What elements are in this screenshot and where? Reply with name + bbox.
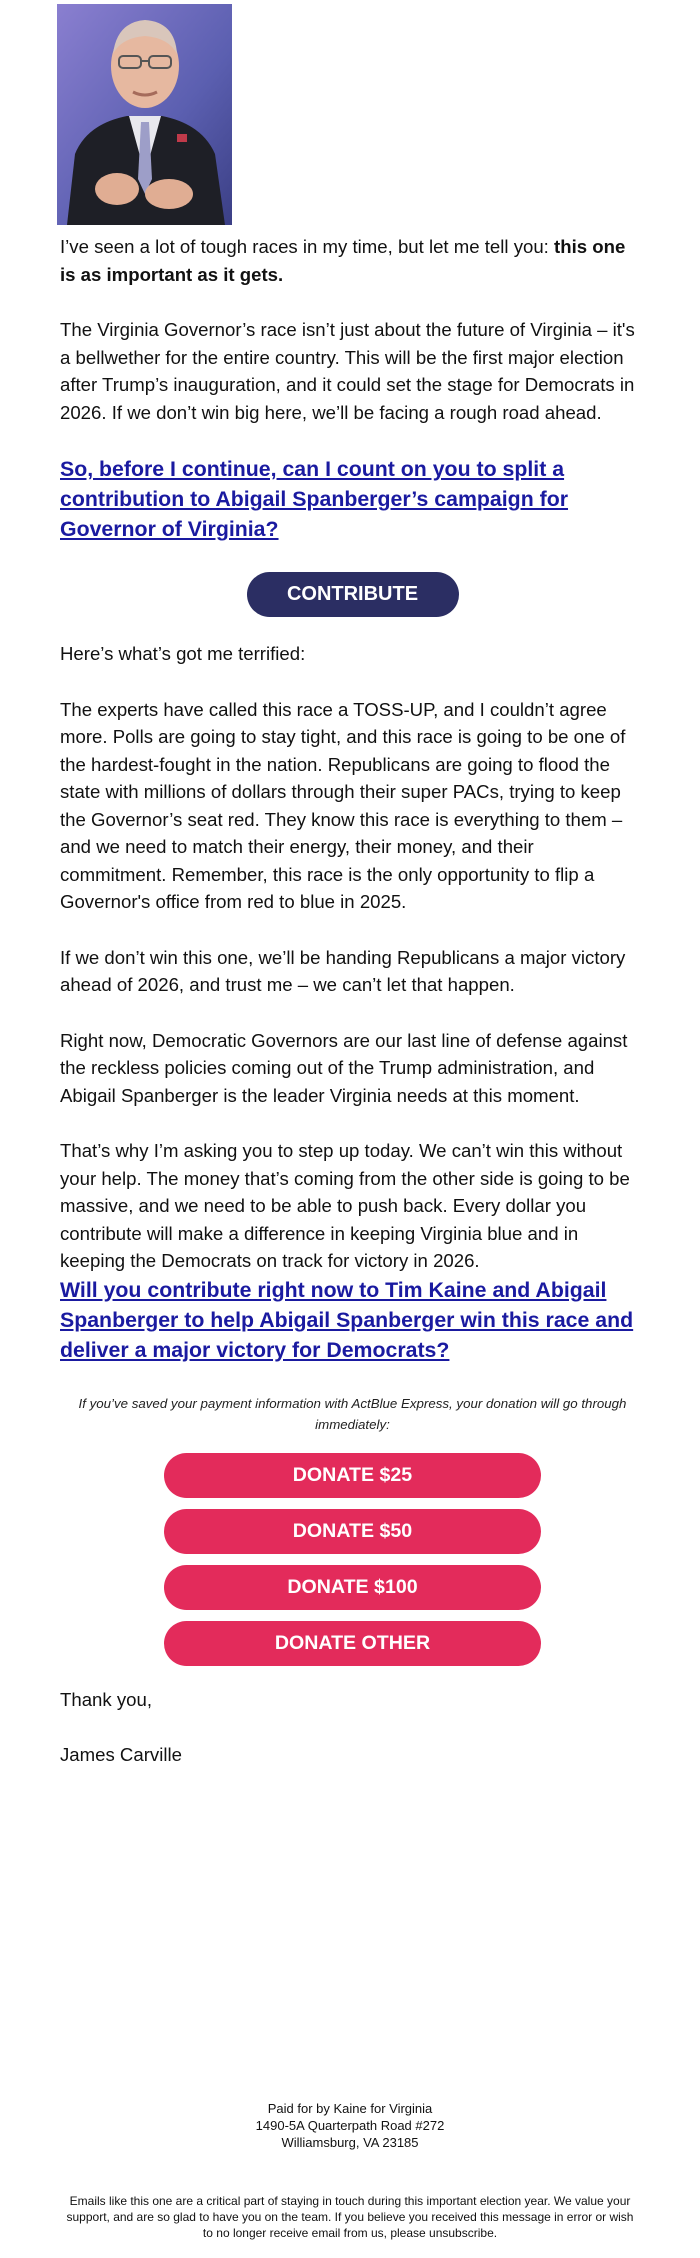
paid-for-by — [0, 2100, 700, 2151]
contribute-button[interactable]: CONTRIBUTE — [247, 572, 459, 617]
ask-paragraph-2 — [60, 1275, 645, 1365]
paragraph-6: That’s why I’m asking you to step up today. We can’t win this without your help. The money that’s coming from the other side is going to be massive, and we need to be able to push back. Every dollar you contribute will make a difference in keeping Virginia blue and in keeping the Democrats on track for victory in 2026. — [60, 1140, 630, 1271]
contribute-button-wrap — [60, 572, 645, 617]
signoff — [60, 1686, 645, 1769]
ask-link-1[interactable]: So, before I continue, can I count on you to split a contribution to Abigail Spanberger’s campaign for Governor of Virginia? — [60, 457, 569, 541]
ask-link-2[interactable]: Will you contribute right now to Tim Kaine and Abigail Spanberger to help Abigail Spanberger win this race and deliver a major victory for Democrats? — [60, 1277, 634, 1362]
paragraph-2: Here’s what’s got me terrified: — [60, 643, 306, 664]
paid-by-line: Paid for by Kaine for Virginia — [267, 2101, 433, 2116]
address-line-1: 1490-5A Quarterpath Road #272 — [255, 2118, 445, 2133]
ask-paragraph-1 — [60, 454, 645, 544]
signoff-name: James Carville — [60, 1744, 182, 1765]
portrait-photo-icon — [57, 4, 232, 225]
donate-50-button[interactable]: DONATE $50 — [164, 1509, 541, 1554]
paragraph-5: Right now, Democratic Governors are our last line of defense against the reckless policies coming out of the Trump administration, and Abigail Spanberger is the leader Virginia needs at this moment. — [60, 1029, 628, 1106]
paragraph-1: The Virginia Governor’s race isn’t just about the future of Virginia – it's a bellwether for the entire country. This will be the first major election after Trump’s inauguration, and it could set the stage for Democrats in 2026. If we don’t win big here, we’ll be facing a rough road ahead. — [60, 319, 635, 423]
address-line-2: Williamsburg, VA 23185 — [281, 2135, 419, 2150]
donate-100-button[interactable]: DONATE $100 — [164, 1565, 541, 1610]
email-body — [60, 233, 645, 1797]
signoff-thanks: Thank you, — [60, 1688, 152, 1710]
donate-25-button[interactable]: DONATE $25 — [164, 1453, 541, 1498]
paragraph-4: If we don’t win this one, we’ll be handing Republicans a major victory ahead of 2026, and trust me – we can’t let that happen. — [60, 946, 626, 995]
actblue-express-note: If you’ve saved your payment information with ActBlue Express, your donation will go through immediately: — [78, 1395, 627, 1432]
portrait-photo — [57, 4, 232, 225]
paragraph-3: The experts have called this race a TOSS-UP, and I couldn’t agree more. Polls are going to stay tight, and this race is going to be one of the hardest-fought in the nation. Republicans are going to flood the state with millions of dollars through their super PACs, trying to keep the Governor’s seat red. They know this race is everything to them – and we need to match their energy, their money, and their commitment. Remember, this race is the only opportunity to flip a Governor's office from red to blue in 2025. — [60, 698, 626, 912]
donate-other-button[interactable]: DONATE OTHER — [164, 1621, 541, 1666]
intro-text: I’ve seen a lot of tough races in my time, but let me tell you: — [60, 236, 555, 257]
fine-print: Emails like this one are a critical part of staying in touch during this important election year. We value your support, and are so glad to have you on the team. If you believe you received this message in error or wish to no longer receive email from us, please unsubscribe. — [66, 2194, 634, 2240]
intro-paragraph — [60, 233, 645, 288]
intro-bold-text: this one is as important as it gets. — [60, 236, 626, 285]
